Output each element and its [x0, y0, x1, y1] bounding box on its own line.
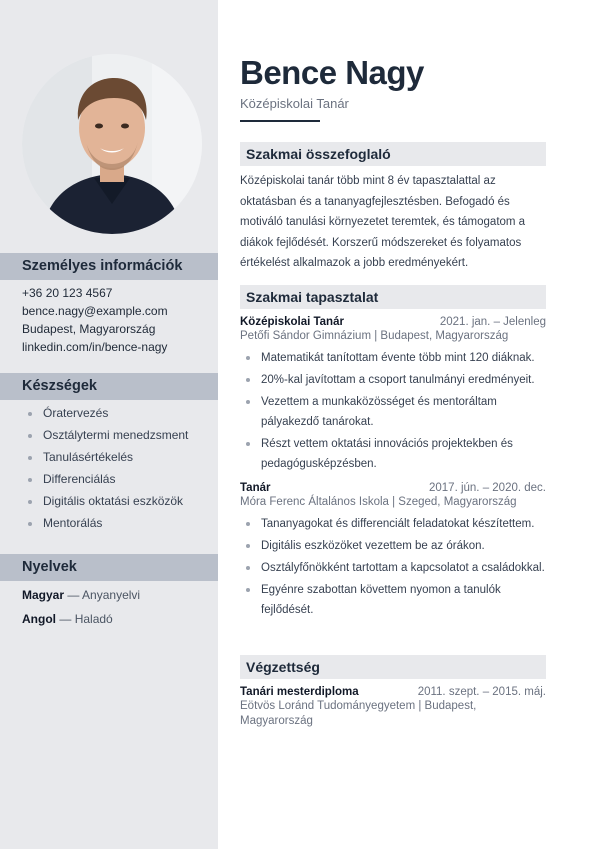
- job-entry: [240, 315, 546, 476]
- education-heading: Végzettség: [240, 655, 546, 679]
- skill-item: Óratervezés: [22, 402, 188, 424]
- degree-title: Tanári mesterdiploma: [240, 686, 359, 698]
- education-dates: 2011. szept. – 2015. máj.: [417, 686, 546, 698]
- language-level: Haladó: [74, 612, 113, 626]
- contact-phone: +36 20 123 4567: [22, 286, 113, 300]
- summary-text: Középiskolai tanár több mint 8 év tapasztalattal az oktatásban és a tananyagfejlesztésben. Befogadó és motiváló tanulási környezetet teremtek, és támogatom a diákok fejlődését. Korszerű módszereket és folyamatos értékelést alkalmazok a jobb eredményekért.: [240, 175, 526, 269]
- job-bullets: [240, 348, 546, 474]
- summary-heading: Szakmai összefoglaló: [240, 142, 546, 166]
- candidate-name: Bence Nagy: [240, 54, 424, 91]
- language-separator: —: [67, 588, 80, 602]
- job-bullet: Digitális eszközöket vezettem be az órákon.: [240, 536, 546, 556]
- sidebar: [0, 0, 218, 849]
- language-item: [22, 612, 113, 626]
- contact-email: bence.nagy@example.com: [22, 304, 168, 318]
- profile-photo: [22, 54, 202, 234]
- language-level: Anyanyelvi: [82, 588, 141, 602]
- skill-item: Digitális oktatási eszközök: [22, 490, 188, 512]
- experience-heading: Szakmai tapasztalat: [240, 285, 546, 309]
- candidate-title: Középiskolai Tanár: [240, 96, 349, 111]
- skill-item: Tanulásértékelés: [22, 446, 188, 468]
- personal-info-heading: Személyes információk: [0, 253, 218, 280]
- skill-item: Mentorálás: [22, 512, 188, 534]
- job-bullet: Egyénre szabottan követtem nyomon a tanulók fejlődését.: [240, 580, 546, 620]
- language-separator: —: [59, 612, 72, 626]
- job-entry: [240, 481, 546, 622]
- job-organization: Móra Ferenc Általános Iskola | Szeged, Magyarország: [240, 496, 517, 508]
- contact-location: Budapest, Magyarország: [22, 322, 156, 336]
- skills-heading: Készségek: [0, 373, 218, 400]
- job-bullet: Vezettem a munkaközösséget és mentoráltam pályakezdő tanárokat.: [240, 392, 546, 432]
- job-organization: Petőfi Sándor Gimnázium | Budapest, Magyarország: [240, 330, 509, 342]
- skill-item: Differenciálás: [22, 468, 188, 490]
- job-bullet: Matematikát tanítottam évente több mint 120 diáknak.: [240, 348, 546, 368]
- languages-heading: Nyelvek: [0, 554, 218, 581]
- education-school: Eötvös Loránd Tudományegyetem | Budapest, Magyarország: [240, 700, 477, 727]
- job-bullet: Tananyagokat és differenciált feladatokat készítettem.: [240, 514, 546, 534]
- job-title: Tanár: [240, 482, 271, 494]
- job-dates: 2021. jan. – Jelenleg: [439, 316, 546, 328]
- job-title: Középiskolai Tanár: [240, 316, 344, 328]
- title-divider: [240, 120, 320, 122]
- education-entry: [240, 685, 546, 729]
- job-bullets: [240, 514, 546, 620]
- job-bullet: Részt vettem oktatási innovációs projektekben és pedagógusképzésben.: [240, 434, 546, 474]
- job-bullet: Osztályfőnökként tartottam a kapcsolatot a családokkal.: [240, 558, 546, 578]
- skill-item: Osztálytermi menedzsment: [22, 424, 188, 446]
- language-name: Angol: [22, 612, 56, 626]
- job-dates: 2017. jún. – 2020. dec.: [428, 482, 546, 494]
- contact-linkedin: linkedin.com/in/bence-nagy: [22, 340, 168, 354]
- language-name: Magyar: [22, 588, 65, 602]
- job-bullet: 20%-kal javítottam a csoport tanulmányi eredményeit.: [240, 370, 546, 390]
- language-item: [22, 588, 140, 602]
- skills-list: [22, 402, 188, 534]
- profile-photo-image: [22, 54, 202, 234]
